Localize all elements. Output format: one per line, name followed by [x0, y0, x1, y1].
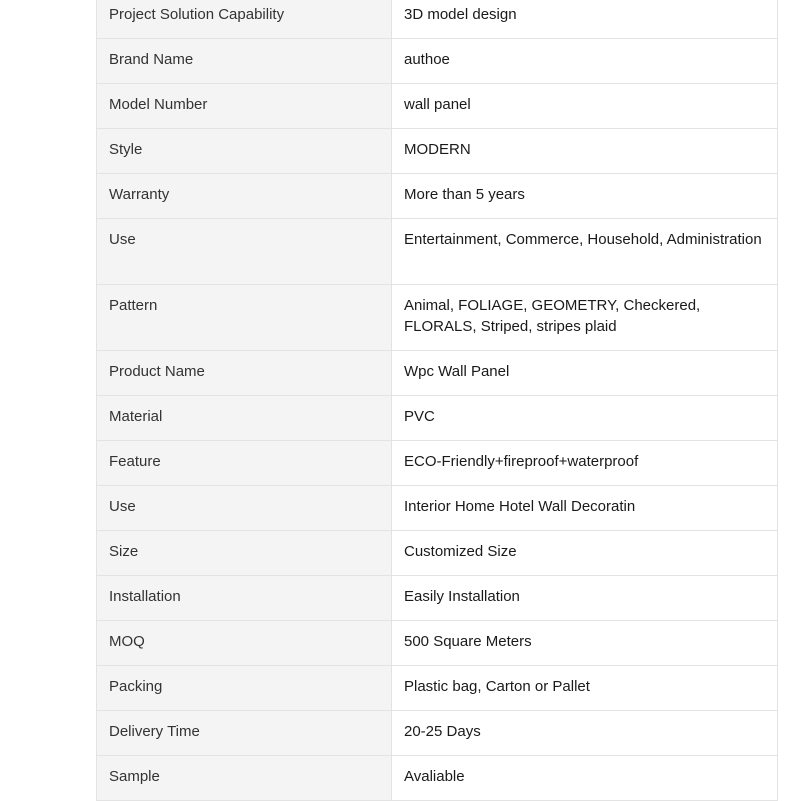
spec-key: Model Number — [97, 84, 392, 129]
spec-value: More than 5 years — [392, 174, 778, 219]
spec-value: ECO-Friendly+fireproof+waterproof — [392, 441, 778, 486]
spec-value: Animal, FOLIAGE, GEOMETRY, Checkered, FLORALS, Striped, stripes plaid — [392, 285, 778, 351]
spec-value: PVC — [392, 396, 778, 441]
spec-value: 500 Square Meters — [392, 621, 778, 666]
spec-row-size — [97, 531, 778, 576]
spec-key: MOQ — [97, 621, 392, 666]
spec-row-packing — [97, 666, 778, 711]
spec-value: Entertainment, Commerce, Household, Administration — [392, 219, 778, 285]
spec-value: authoe — [392, 39, 778, 84]
spec-key: Size — [97, 531, 392, 576]
spec-key: Pattern — [97, 285, 392, 351]
spec-value: 3D model design — [392, 0, 778, 39]
spec-value: Wpc Wall Panel — [392, 351, 778, 396]
product-spec-table — [96, 0, 778, 801]
spec-key: Sample — [97, 756, 392, 801]
spec-row-project-solution-capability — [97, 0, 778, 39]
spec-row-style — [97, 129, 778, 174]
spec-row-delivery-time — [97, 711, 778, 756]
spec-value: wall panel — [392, 84, 778, 129]
spec-key: Project Solution Capability — [97, 0, 392, 39]
spec-row-warranty — [97, 174, 778, 219]
spec-value: Avaliable — [392, 756, 778, 801]
spec-key: Product Name — [97, 351, 392, 396]
spec-row-model-number — [97, 84, 778, 129]
spec-row-sample — [97, 756, 778, 801]
spec-value: Interior Home Hotel Wall Decoratin — [392, 486, 778, 531]
spec-value: Plastic bag, Carton or Pallet — [392, 666, 778, 711]
spec-row-use — [97, 219, 778, 285]
spec-key: Material — [97, 396, 392, 441]
spec-key: Use — [97, 486, 392, 531]
spec-key: Brand Name — [97, 39, 392, 84]
spec-key: Packing — [97, 666, 392, 711]
spec-row-material — [97, 396, 778, 441]
spec-key: Style — [97, 129, 392, 174]
spec-key: Feature — [97, 441, 392, 486]
spec-key: Delivery Time — [97, 711, 392, 756]
spec-value: Customized Size — [392, 531, 778, 576]
spec-row-pattern — [97, 285, 778, 351]
spec-value: Easily Installation — [392, 576, 778, 621]
spec-row-moq — [97, 621, 778, 666]
spec-row-installation — [97, 576, 778, 621]
spec-key: Use — [97, 219, 392, 285]
spec-value: 20-25 Days — [392, 711, 778, 756]
spec-row-feature — [97, 441, 778, 486]
spec-row-use-interior — [97, 486, 778, 531]
spec-row-product-name — [97, 351, 778, 396]
spec-key: Warranty — [97, 174, 392, 219]
spec-row-brand-name — [97, 39, 778, 84]
spec-value: MODERN — [392, 129, 778, 174]
spec-key: Installation — [97, 576, 392, 621]
